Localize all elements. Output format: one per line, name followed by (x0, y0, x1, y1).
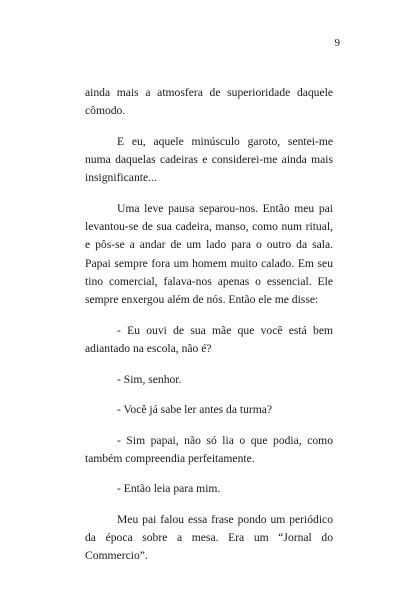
dialogue-line: - Sim, senhor. (117, 372, 182, 386)
page-number: 9 (334, 37, 340, 49)
page-body-text (85, 84, 333, 578)
dialogue-line: - Então leia para mim. (117, 482, 221, 496)
dialogue-line: - Eu ouvi de sua mãe que você está bem adiantado na escola, não é? (85, 323, 333, 356)
paragraph: Uma leve pausa separou-nos. Então meu pai levantou-se de sua cadeira, manso, como num ritual, e pôs-se a andar de um lado para o outro da sala. Papai sempre fora um homem muito calado. Em seu tino comercial, falava-nos apenas o essencial. Ele sempre enxergou além de nós. Então ele me disse: (85, 201, 333, 307)
dialogue-line: - Sim papai, não só lia o que podia, como também compreendia perfeitamente. (85, 433, 333, 465)
paragraph-continuation: ainda mais a atmosfera de superioridade daquele cômodo. (85, 86, 333, 118)
dialogue-line: - Você já sabe ler antes da turma? (117, 403, 273, 417)
paragraph: Meu pai falou essa frase pondo um periódico da época sobre a mesa. Era um “Jornal do Commercio”. (85, 512, 333, 563)
paragraph: E eu, aquele minúsculo garoto, sentei-me numa daquelas cadeiras e considerei-me ainda mais insignificante... (85, 134, 333, 185)
